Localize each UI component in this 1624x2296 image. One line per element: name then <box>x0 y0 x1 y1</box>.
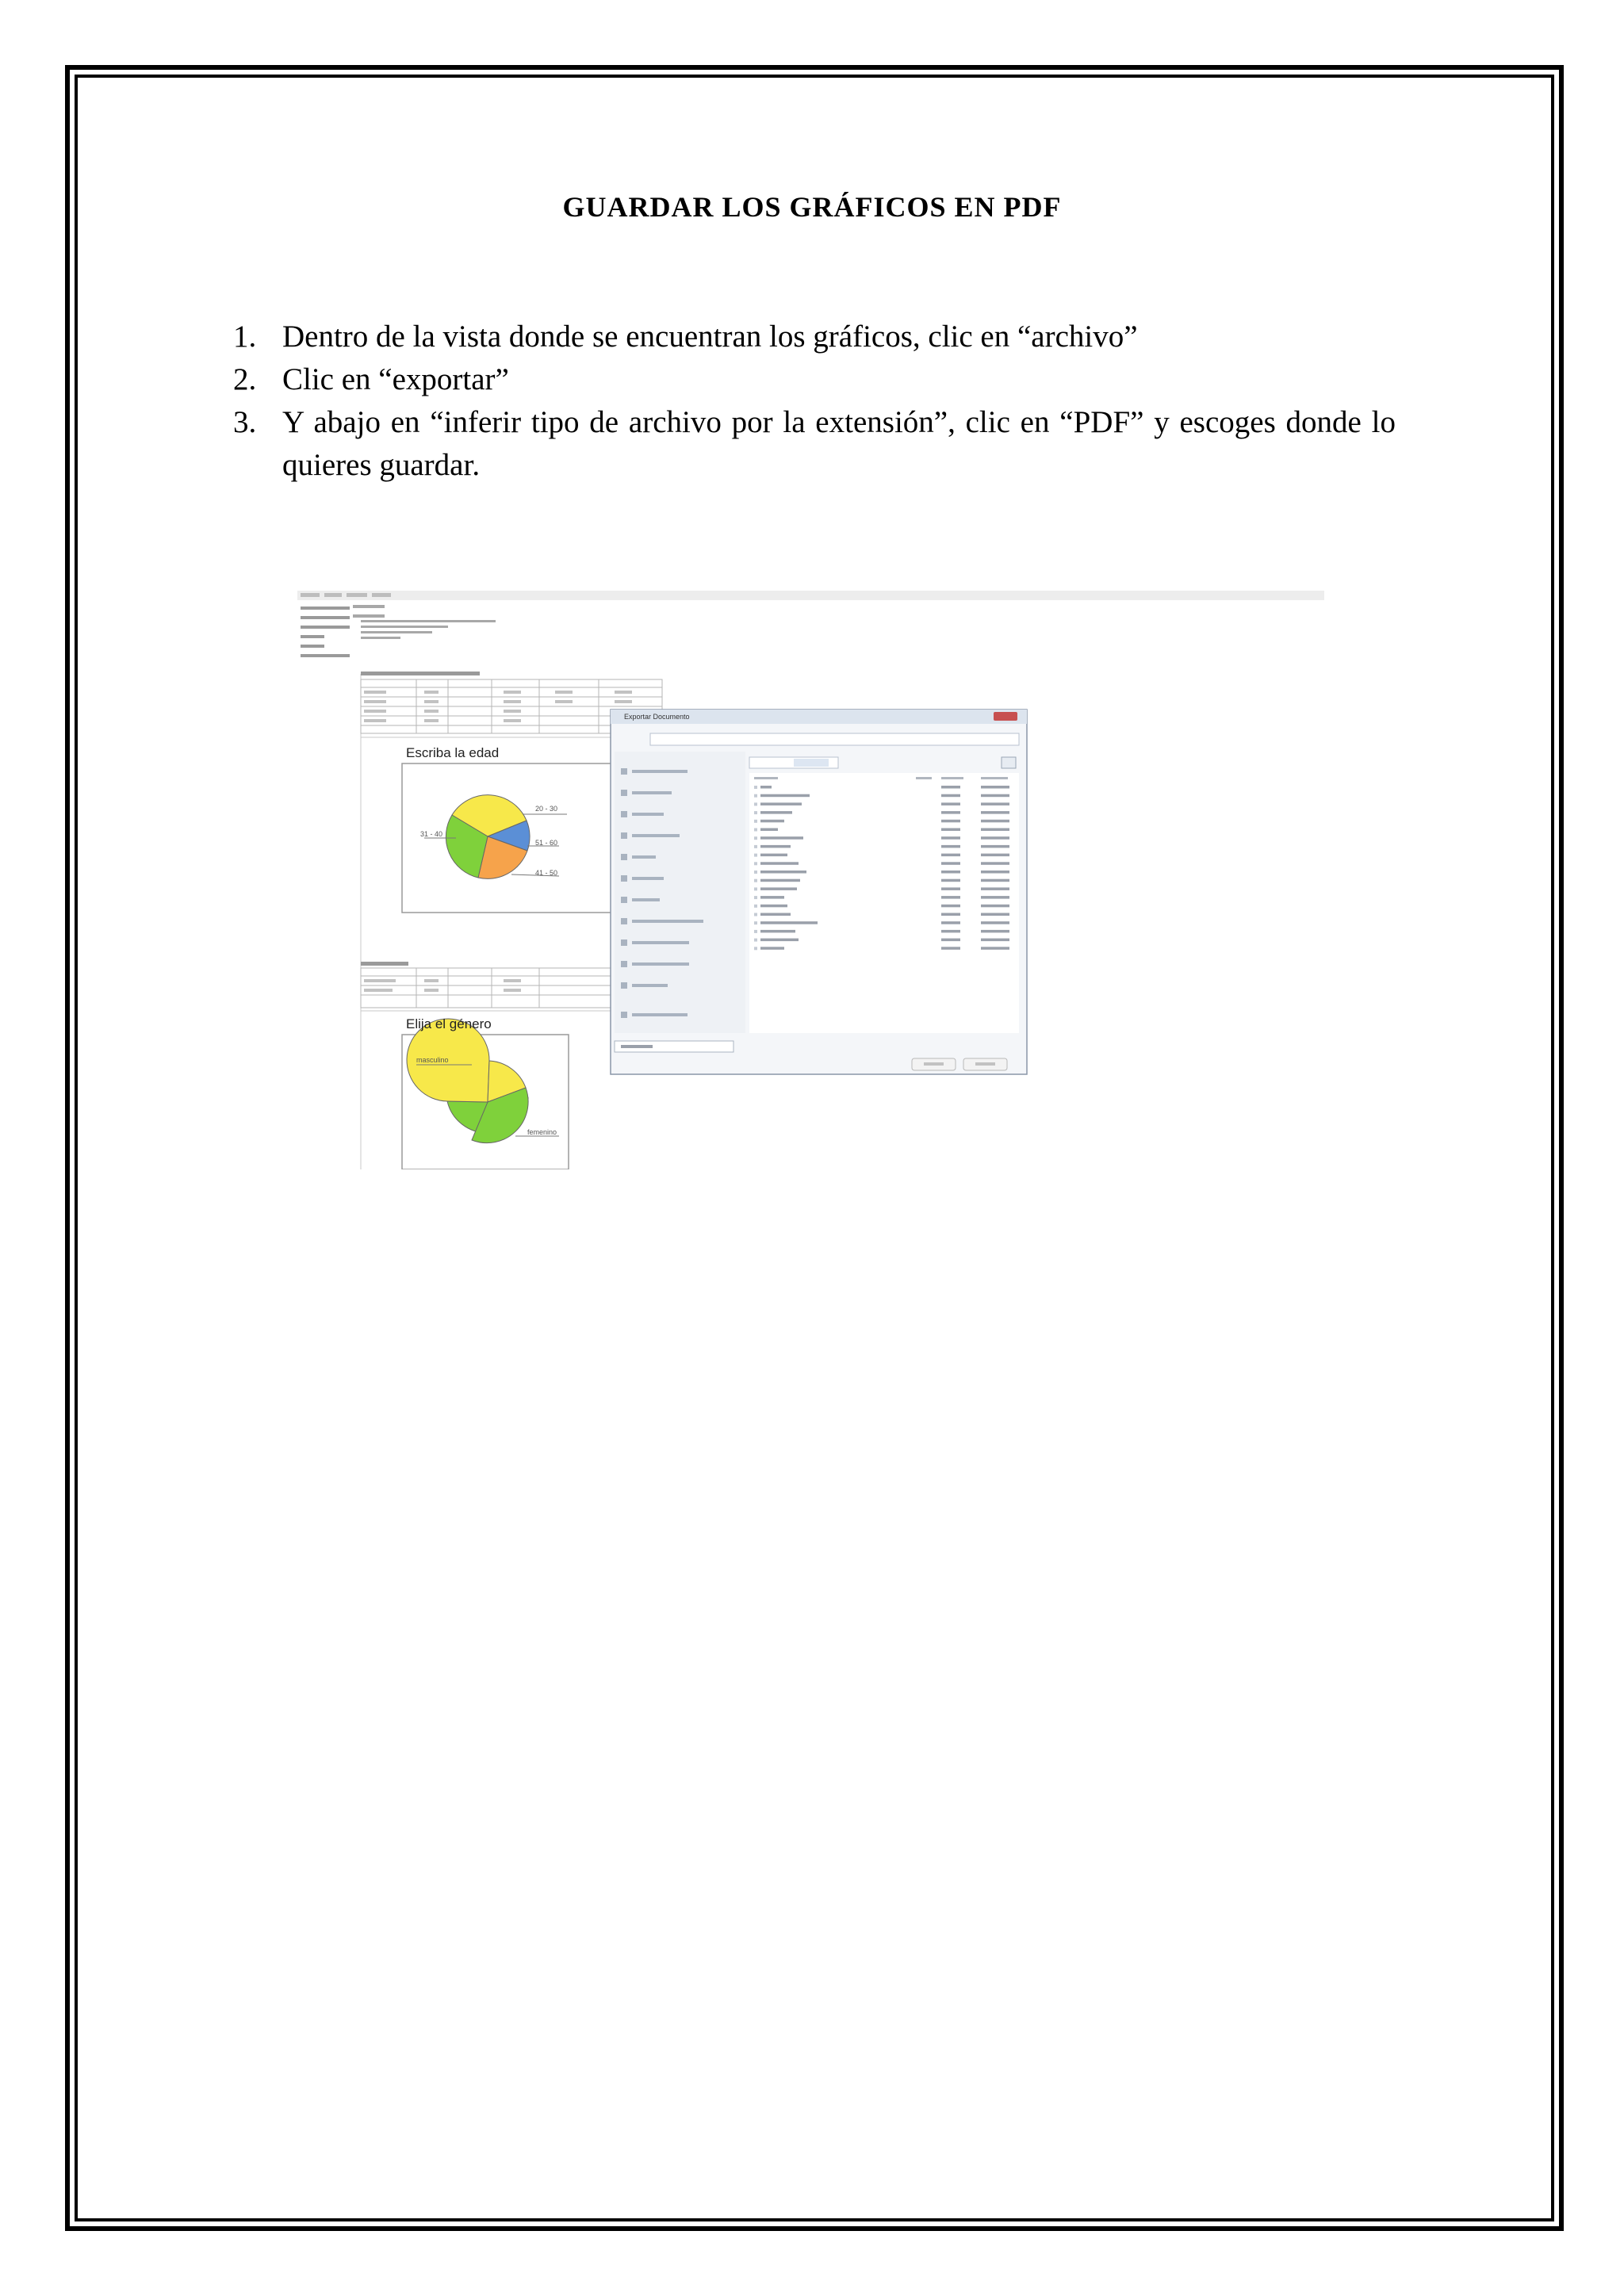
file-row-date <box>981 887 1009 890</box>
file-row-date <box>981 786 1009 789</box>
chart2-title: Elija el género <box>406 1016 492 1031</box>
file-row-size <box>941 905 960 908</box>
file-row-date <box>981 896 1009 899</box>
file-row-date <box>981 862 1009 865</box>
file-row-size <box>941 887 960 890</box>
file-row-size <box>941 820 960 823</box>
file-row-icon <box>754 921 757 924</box>
file-row-date <box>981 828 1009 832</box>
file-row-size <box>941 879 960 882</box>
file-row-size <box>941 896 960 899</box>
file-row-icon <box>754 871 757 874</box>
file-row-name <box>760 828 778 832</box>
file-row-date <box>981 913 1009 916</box>
file-row-name <box>760 905 787 908</box>
embedded-screenshot <box>297 591 1324 1169</box>
file-row-size <box>941 947 960 950</box>
file-row-icon <box>754 802 757 806</box>
file-row-name <box>760 854 787 857</box>
file-row-size <box>941 939 960 942</box>
file-row-size <box>941 836 960 840</box>
file-row-name <box>760 862 799 865</box>
chart1-label: 20 - 30 <box>535 805 558 813</box>
file-row-size <box>941 794 960 798</box>
step-item <box>214 316 1396 358</box>
file-row-size <box>941 862 960 865</box>
file-row-name <box>760 836 803 840</box>
file-row-name <box>760 896 784 899</box>
file-row-size <box>941 930 960 933</box>
file-row-size <box>941 913 960 916</box>
file-row-name <box>760 921 818 924</box>
step-item <box>214 401 1396 487</box>
file-row-date <box>981 939 1009 942</box>
document-title: GUARDAR LOS GRÁFICOS EN PDF <box>562 191 1062 223</box>
chart2-label: masculino <box>416 1056 449 1064</box>
chart2-label: femenino <box>527 1128 557 1136</box>
steps-list <box>214 316 1396 487</box>
step-item <box>214 358 1396 401</box>
file-row-name <box>760 871 806 874</box>
step-text: Y abajo en “inferir tipo de archivo por la extensión”, clic en “PDF” y escoges donde lo quieres guardar. <box>282 405 1396 482</box>
file-row-date <box>981 854 1009 857</box>
file-row-icon <box>754 887 757 890</box>
file-row-icon <box>754 947 757 950</box>
file-row-icon <box>754 786 757 789</box>
chart1-label: 51 - 60 <box>535 839 558 847</box>
file-row-date <box>981 930 1009 933</box>
file-row-icon <box>754 845 757 848</box>
file-row-size <box>941 921 960 924</box>
file-row-icon <box>754 854 757 857</box>
file-row-name <box>760 879 800 882</box>
file-row-date <box>981 921 1009 924</box>
file-row-date <box>981 947 1009 950</box>
file-row-icon <box>754 905 757 908</box>
export-dialog <box>611 710 1027 1074</box>
file-row-date <box>981 794 1009 798</box>
step-text: Clic en “exportar” <box>282 362 509 396</box>
step-text: Dentro de la vista donde se encuentran los gráficos, clic en “archivo” <box>282 320 1138 354</box>
file-row-name <box>760 794 810 798</box>
file-row-size <box>941 811 960 814</box>
file-row-name <box>760 930 795 933</box>
file-row-name <box>760 820 784 823</box>
file-row-icon <box>754 828 757 832</box>
file-row-name <box>760 845 791 848</box>
chart1-title: Escriba la edad <box>406 745 500 760</box>
file-row-size <box>941 845 960 848</box>
file-row-date <box>981 905 1009 908</box>
file-row-date <box>981 871 1009 874</box>
file-row-size <box>941 828 960 832</box>
file-row-icon <box>754 913 757 916</box>
chart1-label: 41 - 50 <box>535 869 558 877</box>
file-row-date <box>981 802 1009 806</box>
step-number: 3. <box>233 405 257 439</box>
file-row-date <box>981 879 1009 882</box>
file-row-date <box>981 820 1009 823</box>
file-row-icon <box>754 939 757 942</box>
step-number: 1. <box>233 320 257 354</box>
file-row-name <box>760 786 772 789</box>
file-row-date <box>981 811 1009 814</box>
file-row-icon <box>754 862 757 865</box>
file-row-icon <box>754 896 757 899</box>
step-number: 2. <box>233 362 257 396</box>
file-row-size <box>941 854 960 857</box>
file-row-icon <box>754 794 757 798</box>
file-row-icon <box>754 879 757 882</box>
file-row-name <box>760 913 791 916</box>
file-row-name <box>760 811 792 814</box>
file-row-date <box>981 845 1009 848</box>
file-row-icon <box>754 820 757 823</box>
file-row-icon <box>754 930 757 933</box>
file-row-icon <box>754 836 757 840</box>
file-row-name <box>760 887 797 890</box>
file-row-date <box>981 836 1009 840</box>
file-row-size <box>941 786 960 789</box>
file-row-size <box>941 802 960 806</box>
screenshot-graphic <box>297 591 1324 1169</box>
file-row-icon <box>754 811 757 814</box>
file-row-size <box>941 871 960 874</box>
chart1-label: 31 - 40 <box>420 830 443 838</box>
file-row-name <box>760 802 802 806</box>
file-row-name <box>760 947 784 950</box>
file-row-name <box>760 939 799 942</box>
dialog-title: Exportar Documento <box>624 713 690 721</box>
